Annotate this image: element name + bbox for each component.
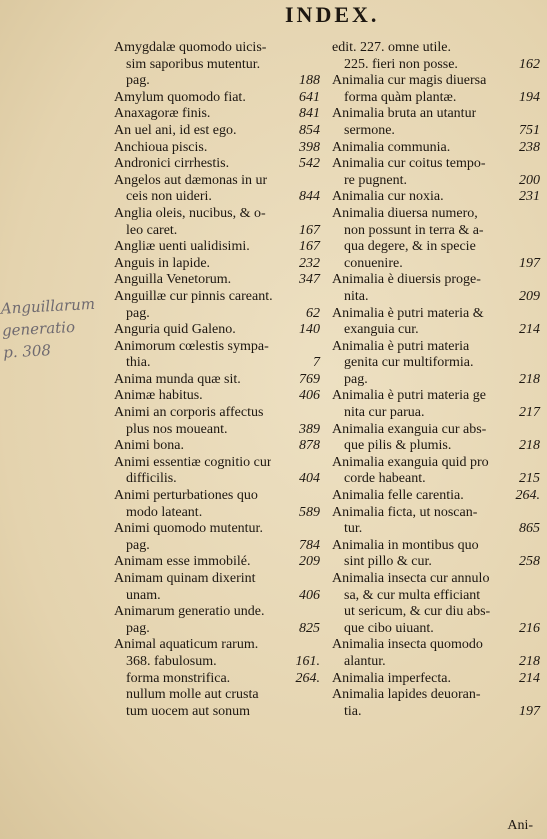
page-reference: 406 [299,388,320,404]
entry-text: Animalia insecta cur annulo [332,571,490,586]
entry-text: Animalia è putri materia [332,338,470,354]
index-entry-line [332,256,540,273]
page-reference: 162 [519,56,540,72]
index-entry-line [332,554,540,571]
index-entry [114,173,320,206]
page-reference: 161. [295,653,320,669]
entry-text: Anglia oleis, nucibus, & o- [114,205,266,221]
entry-text: leo caret. [126,222,178,238]
entry-text: qua degere, & in specie [344,239,476,255]
index-entry-line [114,272,320,289]
page-reference: 398 [299,139,320,155]
index-entry-line [332,488,540,505]
index-entry [332,189,540,206]
index-entry-line [332,206,540,223]
page-reference: 258 [519,554,540,570]
margin-note-line: generatio [1,317,76,340]
index-entry-line [114,57,320,74]
index-entry-line [114,538,320,555]
entry-text: pag. [126,537,150,553]
entry-text: pag. [126,305,150,321]
page-reference: 217 [519,405,540,421]
index-entry-line [114,140,320,157]
index-entry-line [114,256,320,273]
index-entry-line [332,621,540,638]
index-entry-line [114,422,320,439]
index-entry-line [114,621,320,638]
index-entry-line [332,654,540,671]
entry-text: tur. [344,521,363,537]
entry-text: Animalia ficta, ut noscan- [332,504,478,520]
index-entry-line [114,455,320,472]
index-entry-line [332,571,540,588]
entry-text: alantur. [344,653,386,669]
index-entry [114,239,320,256]
page-reference: 209 [299,554,320,570]
index-entry-line [114,571,320,588]
index-entry [114,554,320,571]
index-entry-line [332,272,540,289]
index-entry-line [332,538,540,555]
index-entry-line [114,90,320,107]
page-reference: 347 [299,272,320,288]
page-reference: 542 [299,156,320,172]
entry-text: Animalia è diuersis proge- [332,272,481,288]
index-entry-line [332,322,540,339]
page-header: INDEX. [285,2,380,27]
index-entry-line [332,239,540,256]
index-entry-line [332,505,540,522]
margin-note-line: Anguillarum [0,294,96,318]
index-entry-line [114,123,320,140]
page-reference: 197 [519,255,540,271]
index-entry-line [114,289,320,306]
index-entry-line [332,671,540,688]
page-reference: 218 [519,653,540,669]
page-reference: 264. [295,670,320,686]
entry-text: thia. [126,355,151,371]
page-reference: 197 [519,703,540,719]
index-entry-line [114,223,320,240]
index-entry [114,256,320,273]
page-reference: 218 [519,438,540,454]
index-entry-line [114,40,320,57]
page-reference: 589 [299,504,320,520]
index-entry-line [114,505,320,522]
index-column-left [114,40,320,720]
entry-text: Angliæ uenti ualidisimi. [114,239,250,255]
entry-text: sint pillo & cur. [344,554,432,570]
entry-text: Animalia diuersa numero, [332,205,478,221]
index-entry-line [332,140,540,157]
entry-text: Anchioua piscis. [114,139,208,155]
entry-text: Animalia insecta quomodo [332,637,483,653]
index-entry [114,637,320,720]
index-entry-line [332,588,540,605]
index-entry [114,339,320,372]
entry-text: sim saporibus mutentur. [126,56,261,72]
index-entry-line [332,339,540,356]
entry-text: sa, & cur multa efficiant [344,587,481,603]
index-entry-line [332,306,540,323]
index-entry-line [114,687,320,704]
page-reference: 784 [299,537,320,553]
index-entry [332,455,540,488]
handwritten-margin-note [0,292,107,363]
entry-text: Anguis in lapide. [114,255,211,271]
page-reference: 216 [519,620,540,636]
page-reference: 7 [313,355,320,371]
index-entry-line [332,223,540,240]
index-entry-line [114,471,320,488]
entry-text: Animalia felle carentia. [332,488,464,504]
index-entry-line [332,422,540,439]
index-entry-line [114,372,320,389]
index-entry-line [332,471,540,488]
index-entry [114,206,320,239]
index-entry-line [332,90,540,107]
entry-text: Animalia lapides deuoran- [332,687,481,703]
entry-text: modo lateant. [126,504,203,520]
page-reference: 188 [299,73,320,89]
entry-text: 225. fieri non posse. [344,56,458,72]
index-entry-line [332,289,540,306]
entry-text: Amylum quomodo fiat. [114,89,246,105]
index-entry-line [332,355,540,372]
entry-text: Animam esse immobilé. [114,554,251,570]
index-entry-line [114,206,320,223]
index-entry-line [114,355,320,372]
entry-text: que cibo uiuant. [344,620,434,636]
index-entry-line [332,106,540,123]
index-entry [332,206,540,272]
index-entry [114,40,320,90]
index-entry [114,438,320,455]
entry-text: tia. [344,703,362,719]
index-entry-line [332,521,540,538]
index-entry [114,272,320,289]
entry-text: Animi quomodo mutentur. [114,521,263,537]
index-entry-line [114,189,320,206]
page-reference: 844 [299,189,320,205]
index-entry-line [332,57,540,74]
entry-text: re pugnent. [344,172,407,188]
entry-text: Animi perturbationes quo [114,488,258,504]
index-entry-line [114,604,320,621]
entry-text: Amygdalæ quomodo uicis- [114,40,267,55]
entry-text: Animalia communia. [332,139,451,155]
entry-text: nita cur parua. [344,405,425,421]
entry-text: Angelos aut dæmonas in ur [114,172,268,188]
index-entry-line [114,173,320,190]
page-reference: 751 [519,122,540,138]
page-reference: 218 [519,371,540,387]
entry-text: Animæ habitus. [114,388,203,404]
entry-text: Animalia bruta an utantur [332,106,477,122]
entry-text: Animalia cur coitus tempo- [332,156,486,172]
index-entry-line [114,438,320,455]
entry-text: tum uocem aut sonum [126,703,251,719]
entry-text: An uel ani, id est ego. [114,122,237,138]
index-entry-line [114,654,320,671]
index-entry-line [114,239,320,256]
page-reference: 406 [299,587,320,603]
index-entry [114,455,320,488]
page-reference: 238 [519,139,540,155]
page-reference: 232 [299,255,320,271]
index-entry-line [332,438,540,455]
index-entry [332,106,540,139]
page-reference: 389 [299,421,320,437]
index-entry [332,538,540,571]
index-entry-line [332,372,540,389]
page-reference: 854 [299,122,320,138]
index-entry [332,637,540,670]
index-entry [114,372,320,389]
entry-text: Animalia in montibus quo [332,537,479,553]
index-entry-line [114,306,320,323]
index-entry [332,422,540,455]
index-entry-line [332,455,540,472]
page-reference: 167 [299,239,320,255]
entry-text: Anguria quid Galeno. [114,322,236,338]
page-reference: 209 [519,288,540,304]
index-entry-line [332,405,540,422]
index-entry [332,388,540,421]
index-entry [114,521,320,554]
entry-text: conuenire. [344,255,403,271]
index-entry-line [114,671,320,688]
entry-text: ceis non uideri. [126,189,212,205]
entry-text: Animalia exanguia cur abs- [332,421,487,437]
catchword: Ani- [507,818,533,833]
page-reference: 214 [519,670,540,686]
margin-note-line: p. 308 [2,341,52,362]
index-entry-line [114,405,320,422]
entry-text: Anguillæ cur pinnis careant. [114,288,273,304]
entry-text: exanguia cur. [344,322,419,338]
page-reference: 214 [519,322,540,338]
entry-text: Animalia è putri materia & [332,305,484,321]
entry-text: ut sericum, & cur diu abs- [344,604,491,620]
index-entry [332,339,540,389]
page-reference: 140 [299,322,320,338]
index-entry-line [332,388,540,405]
entry-text: pag. [126,73,150,89]
entry-text: 368. fabulosum. [126,653,217,669]
entry-text: que pilis & plumis. [344,438,452,454]
index-entry-line [332,637,540,654]
entry-text: pag. [344,371,368,387]
index-entry [332,272,540,305]
entry-text: Animalia cur magis diuersa [332,73,487,89]
index-entry [114,156,320,173]
page-reference: 825 [299,620,320,636]
page-reference: 215 [519,471,540,487]
index-entry [114,571,320,604]
index-entry [332,571,540,637]
index-entry [332,73,540,106]
entry-text: Anaxagoræ finis. [114,106,211,122]
index-entry [114,90,320,107]
index-entry [332,306,540,339]
index-entry-line [332,123,540,140]
index-entry [332,505,540,538]
index-entry-line [114,704,320,721]
index-entry [332,687,540,720]
page-reference: 62 [306,305,320,321]
entry-text: nullum molle aut crusta [126,687,259,703]
page-reference: 264. [515,488,540,504]
index-entry [114,604,320,637]
index-entry-line [114,73,320,90]
index-entry-line [114,588,320,605]
index-entry [332,671,540,688]
entry-text: Animorum cœlestis sympa- [114,338,269,354]
entry-text: Animalia imperfecta. [332,670,451,686]
page-reference: 194 [519,89,540,105]
index-entry-line [114,106,320,123]
index-entry-line [332,173,540,190]
entry-text: Animal aquaticum rarum. [114,637,259,653]
index-entry [332,156,540,189]
page-reference: 865 [519,521,540,537]
page-reference: 641 [299,89,320,105]
entry-text: Andronici cirrhestis. [114,156,230,172]
index-entry-line [114,521,320,538]
index-entry [114,388,320,405]
entry-text: difficilis. [126,471,177,487]
page-reference: 769 [299,371,320,387]
entry-text: Animalia è putri materia ge [332,388,486,404]
page-reference: 878 [299,438,320,454]
page-reference: 200 [519,172,540,188]
index-entry [114,106,320,123]
entry-text: plus nos moueant. [126,421,228,437]
index-entry-line [114,488,320,505]
entry-text: nita. [344,288,369,304]
entry-text: sermone. [344,122,395,138]
index-entry-line [114,388,320,405]
entry-text: Animam quinam dixerint [114,571,256,586]
page-reference: 167 [299,222,320,238]
index-entry-line [114,637,320,654]
index-entry-line [332,604,540,621]
entry-text: Anguilla Venetorum. [114,272,232,288]
entry-text: non possunt in terra & a- [344,222,484,238]
index-entry-line [114,156,320,173]
index-entry [114,289,320,322]
index-entry-line [332,189,540,206]
index-entry-line [332,156,540,173]
index-entry [114,123,320,140]
entry-text: Animalia cur noxia. [332,189,444,205]
entry-text: Animi an corporis affectus [114,405,264,421]
entry-text: edit. 227. omne utile. [332,40,451,55]
entry-text: pag. [126,620,150,636]
index-entry-line [332,40,540,57]
entry-text: Animi essentiæ cognitio cur [114,454,272,470]
index-entry [332,40,540,73]
page-reference: 231 [519,189,540,205]
index-entry [114,488,320,521]
index-entry [332,488,540,505]
entry-text: forma quàm plantæ. [344,89,457,105]
index-entry-line [114,322,320,339]
entry-text: Animalia exanguia quid pro [332,454,489,470]
index-entry-line [332,73,540,90]
index-entry-line [114,339,320,356]
index-entry [114,405,320,438]
index-entry-line [114,554,320,571]
index-entry [114,140,320,157]
entry-text: corde habeant. [344,471,426,487]
index-entry-line [332,704,540,721]
entry-text: forma monstrifica. [126,670,231,686]
index-entry [332,140,540,157]
entry-text: Animarum generatio unde. [114,604,265,620]
index-column-right [332,40,540,720]
entry-text: genita cur multiformia. [344,355,474,371]
entry-text: unam. [126,587,161,603]
page-reference: 404 [299,471,320,487]
index-entry-line [332,687,540,704]
page-reference: 841 [299,106,320,122]
entry-text: Animi bona. [114,438,184,454]
entry-text: Anima munda quæ sit. [114,371,241,387]
index-entry [114,322,320,339]
